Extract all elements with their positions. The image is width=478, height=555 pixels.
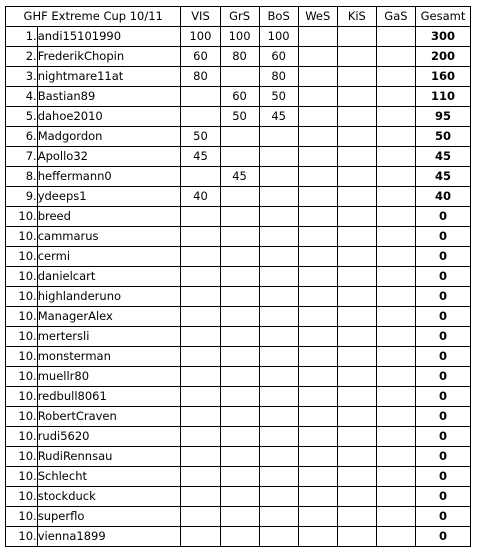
table-title: GHF Extreme Cup 10/11	[6, 7, 181, 27]
score-cell	[337, 327, 376, 347]
rank-cell: 10.	[6, 307, 38, 327]
score-cell	[337, 27, 376, 47]
player-name-cell: nightmare11at	[37, 67, 181, 87]
total-cell: 40	[415, 187, 470, 207]
score-cell	[376, 507, 415, 527]
total-cell: 0	[415, 327, 470, 347]
score-cell	[220, 447, 259, 467]
score-cell	[298, 147, 337, 167]
score-cell	[220, 327, 259, 347]
rank-cell: 10.	[6, 347, 38, 367]
score-cell: 80	[220, 47, 259, 67]
score-cell	[220, 347, 259, 367]
table-row	[6, 527, 471, 547]
score-cell	[181, 527, 220, 547]
score-cell	[376, 87, 415, 107]
player-name-cell: RobertCraven	[37, 407, 181, 427]
total-cell: 0	[415, 407, 470, 427]
score-cell	[376, 27, 415, 47]
score-cell	[220, 187, 259, 207]
rank-cell: 10.	[6, 487, 38, 507]
score-cell	[337, 387, 376, 407]
score-cell	[220, 127, 259, 147]
score-cell	[376, 407, 415, 427]
score-cell	[181, 487, 220, 507]
score-cell	[181, 307, 220, 327]
score-cell	[259, 447, 298, 467]
table-row	[6, 207, 471, 227]
score-cell	[259, 127, 298, 147]
player-name-cell: Schlecht	[37, 467, 181, 487]
table-row	[6, 187, 471, 207]
rank-cell: 10.	[6, 327, 38, 347]
score-cell	[298, 187, 337, 207]
score-cell: 80	[181, 67, 220, 87]
player-name-cell: breed	[37, 207, 181, 227]
rank-cell: 10.	[6, 407, 38, 427]
table-row	[6, 227, 471, 247]
score-cell	[220, 367, 259, 387]
score-cell	[337, 487, 376, 507]
rank-cell: 10.	[6, 527, 38, 547]
score-cell: 45	[220, 167, 259, 187]
score-cell	[376, 167, 415, 187]
score-cell: 45	[181, 147, 220, 167]
score-cell	[376, 427, 415, 447]
rank-cell: 10.	[6, 247, 38, 267]
rank-cell: 2.	[6, 47, 38, 67]
score-cell	[337, 287, 376, 307]
score-cell	[298, 227, 337, 247]
score-cell	[220, 487, 259, 507]
score-cell	[259, 207, 298, 227]
total-cell: 160	[415, 67, 470, 87]
score-cell	[376, 267, 415, 287]
score-cell	[298, 347, 337, 367]
table-row	[6, 387, 471, 407]
player-name-cell: ManagerAlex	[37, 307, 181, 327]
player-name-cell: redbull8061	[37, 387, 181, 407]
table-row	[6, 127, 471, 147]
score-cell	[376, 107, 415, 127]
score-cell	[220, 67, 259, 87]
score-cell	[376, 207, 415, 227]
score-cell	[298, 467, 337, 487]
score-cell	[376, 307, 415, 327]
table-row	[6, 247, 471, 267]
score-cell	[298, 287, 337, 307]
score-cell	[220, 527, 259, 547]
score-cell	[181, 267, 220, 287]
standings-table	[5, 6, 471, 547]
total-cell: 0	[415, 247, 470, 267]
score-cell	[298, 207, 337, 227]
column-header-wes: WeS	[298, 7, 337, 27]
score-cell	[298, 367, 337, 387]
score-cell: 100	[220, 27, 259, 47]
score-cell	[259, 427, 298, 447]
player-name-cell: FrederikChopin	[37, 47, 181, 67]
rank-cell: 10.	[6, 367, 38, 387]
total-cell: 0	[415, 427, 470, 447]
table-row	[6, 47, 471, 67]
table-row	[6, 407, 471, 427]
table-row	[6, 487, 471, 507]
score-cell	[337, 107, 376, 127]
score-cell	[337, 207, 376, 227]
score-cell	[376, 327, 415, 347]
table-row	[6, 67, 471, 87]
score-cell	[259, 487, 298, 507]
score-cell: 50	[181, 127, 220, 147]
score-cell	[298, 307, 337, 327]
player-name-cell: heffermann0	[37, 167, 181, 187]
total-cell: 95	[415, 107, 470, 127]
table-row	[6, 267, 471, 287]
score-cell	[298, 327, 337, 347]
table-row	[6, 87, 471, 107]
total-cell: 50	[415, 127, 470, 147]
score-cell	[376, 127, 415, 147]
score-cell	[337, 147, 376, 167]
score-cell	[376, 487, 415, 507]
player-name-cell: mertersli	[37, 327, 181, 347]
player-name-cell: stockduck	[37, 487, 181, 507]
total-cell: 0	[415, 387, 470, 407]
score-cell	[298, 47, 337, 67]
score-cell	[181, 87, 220, 107]
table-row	[6, 347, 471, 367]
score-cell	[298, 27, 337, 47]
player-name-cell: Madgordon	[37, 127, 181, 147]
table-row	[6, 307, 471, 327]
player-name-cell: cermi	[37, 247, 181, 267]
rank-cell: 10.	[6, 287, 38, 307]
score-cell	[220, 507, 259, 527]
column-header-gas: GaS	[376, 7, 415, 27]
score-cell	[259, 467, 298, 487]
score-cell	[220, 427, 259, 447]
table-row	[6, 327, 471, 347]
rank-cell: 8.	[6, 167, 38, 187]
table-row	[6, 107, 471, 127]
score-cell	[337, 407, 376, 427]
column-header-total: Gesamt	[415, 7, 470, 27]
rank-cell: 10.	[6, 467, 38, 487]
player-name-cell: muellr80	[37, 367, 181, 387]
score-cell	[337, 47, 376, 67]
player-name-cell: rudi5620	[37, 427, 181, 447]
score-cell	[259, 247, 298, 267]
score-cell	[337, 167, 376, 187]
total-cell: 0	[415, 367, 470, 387]
rank-cell: 10.	[6, 447, 38, 467]
score-cell: 60	[220, 87, 259, 107]
score-cell: 45	[259, 107, 298, 127]
score-cell	[298, 507, 337, 527]
score-cell	[220, 287, 259, 307]
score-cell: 60	[181, 47, 220, 67]
table-row	[6, 147, 471, 167]
rank-cell: 7.	[6, 147, 38, 167]
rank-cell: 4.	[6, 87, 38, 107]
score-cell	[181, 427, 220, 447]
total-cell: 45	[415, 147, 470, 167]
player-name-cell: superflo	[37, 507, 181, 527]
score-cell: 100	[259, 27, 298, 47]
score-cell	[376, 47, 415, 67]
score-cell	[376, 287, 415, 307]
score-cell	[298, 107, 337, 127]
score-cell	[337, 347, 376, 367]
player-name-cell: monsterman	[37, 347, 181, 367]
score-cell	[181, 107, 220, 127]
score-cell	[298, 127, 337, 147]
score-cell	[220, 407, 259, 427]
total-cell: 0	[415, 287, 470, 307]
player-name-cell: danielcart	[37, 267, 181, 287]
score-cell	[376, 447, 415, 467]
rank-cell: 10.	[6, 427, 38, 447]
rank-cell: 3.	[6, 67, 38, 87]
score-cell	[181, 167, 220, 187]
player-name-cell: RudiRennsau	[37, 447, 181, 467]
score-cell	[376, 187, 415, 207]
score-cell	[337, 467, 376, 487]
score-cell: 60	[259, 47, 298, 67]
rank-cell: 6.	[6, 127, 38, 147]
score-cell	[181, 287, 220, 307]
score-cell	[337, 267, 376, 287]
score-cell	[181, 227, 220, 247]
table-row	[6, 507, 471, 527]
rank-cell: 10.	[6, 387, 38, 407]
score-cell	[259, 327, 298, 347]
table-row	[6, 467, 471, 487]
rank-cell: 10.	[6, 227, 38, 247]
table-row	[6, 447, 471, 467]
score-cell	[376, 367, 415, 387]
score-cell	[376, 147, 415, 167]
score-cell	[181, 447, 220, 467]
total-cell: 0	[415, 267, 470, 287]
score-cell	[337, 187, 376, 207]
score-cell	[298, 87, 337, 107]
score-cell	[259, 507, 298, 527]
score-cell	[181, 347, 220, 367]
table-row	[6, 367, 471, 387]
total-cell: 0	[415, 207, 470, 227]
rank-cell: 1.	[6, 27, 38, 47]
score-cell	[181, 247, 220, 267]
score-cell	[181, 207, 220, 227]
total-cell: 0	[415, 487, 470, 507]
score-cell	[376, 347, 415, 367]
rank-cell: 10.	[6, 507, 38, 527]
score-cell	[337, 127, 376, 147]
score-cell	[220, 387, 259, 407]
score-cell	[337, 247, 376, 267]
score-cell	[259, 407, 298, 427]
score-cell	[259, 147, 298, 167]
column-header-bos: BoS	[259, 7, 298, 27]
table-row	[6, 427, 471, 447]
score-cell	[376, 467, 415, 487]
score-cell	[298, 407, 337, 427]
total-cell: 300	[415, 27, 470, 47]
score-cell	[259, 227, 298, 247]
total-cell: 200	[415, 47, 470, 67]
player-name-cell: ydeeps1	[37, 187, 181, 207]
player-name-cell: vienna1899	[37, 527, 181, 547]
score-cell	[220, 207, 259, 227]
score-cell	[337, 307, 376, 327]
table-row	[6, 167, 471, 187]
column-header-kis: KiS	[337, 7, 376, 27]
rank-cell: 10.	[6, 207, 38, 227]
total-cell: 0	[415, 347, 470, 367]
score-cell	[259, 187, 298, 207]
score-cell	[259, 367, 298, 387]
score-cell	[220, 267, 259, 287]
score-cell	[220, 307, 259, 327]
score-cell	[181, 507, 220, 527]
rank-cell: 9.	[6, 187, 38, 207]
score-cell	[337, 427, 376, 447]
header-row	[6, 7, 471, 27]
score-cell	[259, 527, 298, 547]
score-cell	[298, 387, 337, 407]
rank-cell: 10.	[6, 267, 38, 287]
score-cell	[298, 527, 337, 547]
score-cell	[337, 527, 376, 547]
table-row	[6, 287, 471, 307]
score-cell	[181, 467, 220, 487]
total-cell: 45	[415, 167, 470, 187]
score-cell: 40	[181, 187, 220, 207]
score-cell	[337, 367, 376, 387]
total-cell: 0	[415, 227, 470, 247]
score-cell	[220, 227, 259, 247]
score-cell	[220, 467, 259, 487]
total-cell: 0	[415, 307, 470, 327]
score-cell	[337, 447, 376, 467]
player-name-cell: cammarus	[37, 227, 181, 247]
score-cell	[376, 67, 415, 87]
score-cell	[298, 447, 337, 467]
score-cell: 50	[220, 107, 259, 127]
score-cell	[259, 287, 298, 307]
player-name-cell: dahoe2010	[37, 107, 181, 127]
total-cell: 0	[415, 467, 470, 487]
total-cell: 0	[415, 507, 470, 527]
score-cell	[181, 367, 220, 387]
score-cell	[376, 527, 415, 547]
score-cell	[376, 227, 415, 247]
rank-cell: 5.	[6, 107, 38, 127]
score-cell	[259, 387, 298, 407]
score-cell	[337, 67, 376, 87]
table-row	[6, 27, 471, 47]
score-cell	[259, 347, 298, 367]
total-cell: 110	[415, 87, 470, 107]
score-cell	[181, 407, 220, 427]
score-cell	[337, 507, 376, 527]
player-name-cell: Apollo32	[37, 147, 181, 167]
score-cell	[376, 387, 415, 407]
player-name-cell: highlanderuno	[37, 287, 181, 307]
score-cell	[337, 87, 376, 107]
score-cell	[298, 487, 337, 507]
score-cell: 50	[259, 87, 298, 107]
column-header-grs: GrS	[220, 7, 259, 27]
score-cell	[376, 247, 415, 267]
player-name-cell: andi15101990	[37, 27, 181, 47]
score-cell	[220, 147, 259, 167]
score-cell	[181, 387, 220, 407]
total-cell: 0	[415, 527, 470, 547]
score-cell	[259, 167, 298, 187]
score-cell	[298, 427, 337, 447]
score-cell	[298, 247, 337, 267]
score-cell	[259, 307, 298, 327]
score-cell: 80	[259, 67, 298, 87]
score-cell	[220, 247, 259, 267]
score-cell	[337, 227, 376, 247]
score-cell	[181, 327, 220, 347]
score-cell	[298, 267, 337, 287]
column-header-vis: VIS	[181, 7, 220, 27]
player-name-cell: Bastian89	[37, 87, 181, 107]
score-cell	[298, 67, 337, 87]
total-cell: 0	[415, 447, 470, 467]
score-cell: 100	[181, 27, 220, 47]
score-cell	[298, 167, 337, 187]
score-cell	[259, 267, 298, 287]
